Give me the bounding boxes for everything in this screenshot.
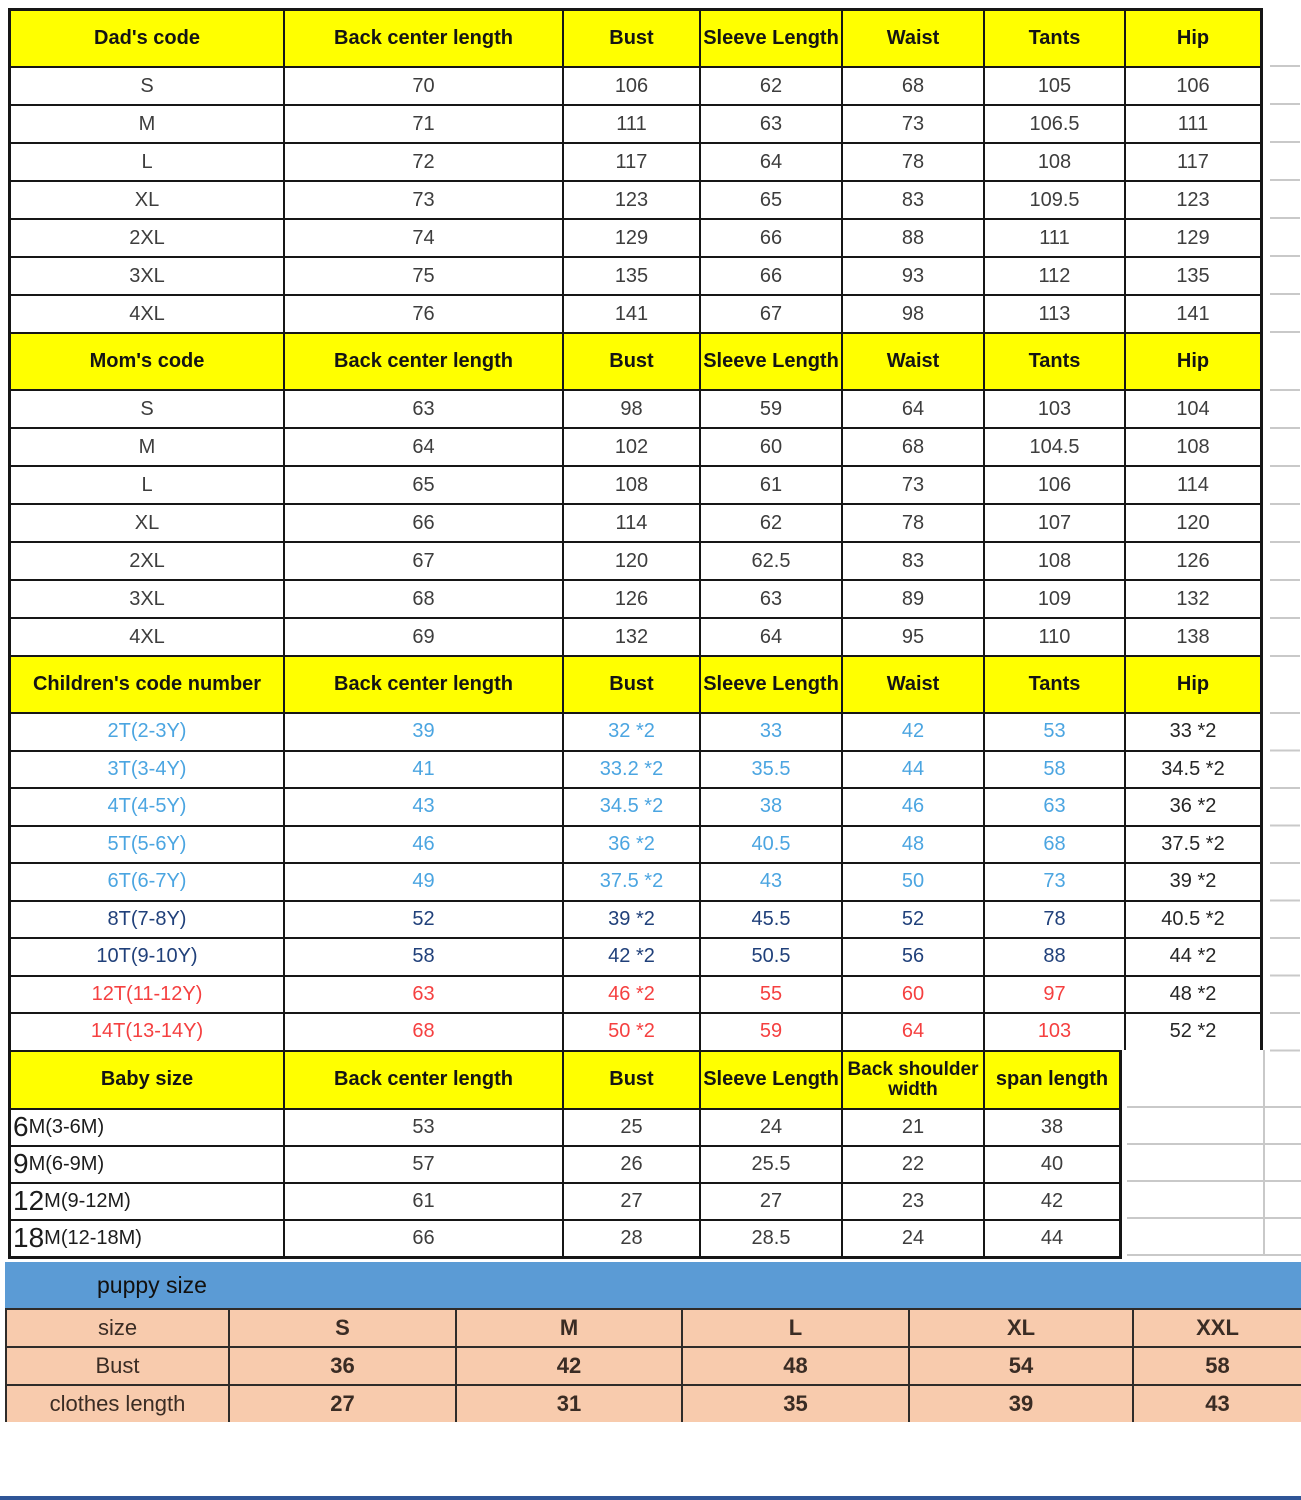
header-cell: Sleeve Length (699, 334, 841, 389)
header-cell: Hip (1124, 657, 1260, 712)
header-cell: Sleeve Length (699, 11, 841, 66)
table-cell: 120 (1124, 505, 1260, 541)
table-cell: 123 (562, 182, 699, 218)
table-cell: 52 (283, 902, 562, 938)
table-cell: 48 *2 (1124, 977, 1260, 1013)
table-cell: 31 (455, 1386, 681, 1422)
table-cell: 36 (228, 1348, 455, 1384)
table-row (11, 503, 1260, 541)
table-cell: 50.5 (699, 939, 841, 975)
puppy-size-table (5, 1308, 1301, 1422)
table-cell: 27 (562, 1184, 699, 1219)
table-cell: 34.5 *2 (1124, 752, 1260, 788)
table-cell: 3XL (129, 587, 165, 610)
row-label-cell (11, 1147, 283, 1182)
table-cell: 107 (983, 505, 1124, 541)
table-row (11, 218, 1260, 256)
table-cell: 36 *2 (562, 827, 699, 863)
table-cell: 26 (562, 1147, 699, 1182)
table-cell: 117 (1124, 144, 1260, 180)
header-cell: Mom's code (11, 334, 283, 389)
table-cell: 35 (681, 1386, 908, 1422)
table-cell: 114 (562, 505, 699, 541)
table-cell: 138 (1124, 619, 1260, 655)
table-cell: 104.5 (983, 429, 1124, 465)
table-cell: 46 *2 (562, 977, 699, 1013)
puppy-size-title: puppy size (97, 1271, 207, 1298)
table-cell: 108 (1124, 429, 1260, 465)
table-cell: 117 (562, 144, 699, 180)
table-cell: 95 (841, 619, 983, 655)
table-cell: 93 (841, 258, 983, 294)
header-cell: Tants (983, 11, 1124, 66)
table-cell: 73 (841, 467, 983, 503)
table-row (11, 1219, 1119, 1256)
mom-size-table (8, 332, 1263, 655)
header-cell: Back center length (283, 11, 562, 66)
table-cell: 71 (283, 106, 562, 142)
table-cell: XL (134, 188, 160, 211)
baby-size-label-text: M(6-9M) (28, 1152, 105, 1175)
table-cell: 40 (983, 1147, 1119, 1182)
table-cell: 44 (841, 752, 983, 788)
table-cell: 123 (1124, 182, 1260, 218)
table-row (11, 104, 1260, 142)
table-cell: 64 (699, 144, 841, 180)
table-cell: L (141, 150, 153, 173)
table-cell: L (681, 1310, 908, 1346)
table-cell: 64 (841, 391, 983, 427)
table-row (11, 1012, 1260, 1050)
table-cell: 33 *2 (1124, 714, 1260, 750)
baby-size-table (8, 1050, 1122, 1259)
table-cell: 135 (1124, 258, 1260, 294)
table-cell: 83 (841, 543, 983, 579)
table-cell: 98 (562, 391, 699, 427)
table-cell: 52 *2 (1124, 1014, 1260, 1050)
header-cell: Bust (562, 11, 699, 66)
table-cell: 28 (562, 1221, 699, 1256)
header-cell: Hip (1124, 11, 1260, 66)
table-cell: 50 *2 (562, 1014, 699, 1050)
table-cell: 2XL (129, 226, 165, 249)
table-row (11, 712, 1260, 750)
table-cell: 44 (983, 1221, 1119, 1256)
table-cell: 64 (283, 429, 562, 465)
table-cell: 78 (841, 144, 983, 180)
table-cell: 24 (841, 1221, 983, 1256)
table-cell: 102 (562, 429, 699, 465)
table-cell: 70 (283, 68, 562, 104)
size-tables-stack (8, 8, 1263, 1259)
baby-size-label-number: 6 (13, 1111, 29, 1143)
table-cell: 66 (283, 1221, 562, 1256)
table-cell: 75 (283, 258, 562, 294)
table-cell: 55 (699, 977, 841, 1013)
table-row (11, 142, 1260, 180)
table-cell: 105 (983, 68, 1124, 104)
header-cell: Children's code number (11, 657, 283, 712)
row-label-cell (11, 1221, 283, 1256)
header-cell: Bust (562, 657, 699, 712)
table-cell: 8T(7-8Y) (107, 907, 187, 930)
table-cell: 66 (699, 220, 841, 256)
table-cell: 4XL (129, 302, 165, 325)
baby-size-label-number: 18 (13, 1222, 45, 1254)
table-cell: 78 (983, 902, 1124, 938)
table-cell: 36 *2 (1124, 789, 1260, 825)
table-cell: 27 (699, 1184, 841, 1219)
table-cell: 66 (283, 505, 562, 541)
table-cell: 59 (699, 1014, 841, 1050)
table-cell: 83 (841, 182, 983, 218)
header-cell: Back center length (283, 1052, 562, 1108)
table-cell: 104 (1124, 391, 1260, 427)
table-cell: 42 (841, 714, 983, 750)
table-cell: 21 (841, 1110, 983, 1145)
table-cell: 126 (1124, 543, 1260, 579)
table-cell: 61 (699, 467, 841, 503)
table-row (11, 294, 1260, 332)
table-cell: M (455, 1310, 681, 1346)
table-cell: 111 (1124, 106, 1260, 142)
table-row (7, 1346, 1301, 1384)
table-cell: 4XL (129, 625, 165, 648)
table-row (11, 180, 1260, 218)
table-cell: 58 (283, 939, 562, 975)
table-cell: 141 (1124, 296, 1260, 332)
header-cell: span length (983, 1052, 1119, 1108)
table-cell: S (140, 397, 154, 420)
table-cell: 109 (983, 581, 1124, 617)
table-cell: 66 (699, 258, 841, 294)
table-row (11, 975, 1260, 1013)
row-label-cell (11, 1184, 283, 1219)
table-cell: 6T(6-7Y) (107, 870, 187, 893)
header-row (11, 334, 1260, 389)
table-cell: 64 (699, 619, 841, 655)
table-cell: 114 (1124, 467, 1260, 503)
table-cell: 37.5 *2 (562, 864, 699, 900)
table-cell: 60 (841, 977, 983, 1013)
table-cell: 63 (983, 789, 1124, 825)
header-cell: Sleeve Length (699, 1052, 841, 1108)
table-cell: 42 *2 (562, 939, 699, 975)
table-cell: 65 (699, 182, 841, 218)
empty-spreadsheet-cells (1127, 1106, 1301, 1258)
table-row (11, 862, 1260, 900)
table-cell: 73 (283, 182, 562, 218)
table-cell: 2T(2-3Y) (107, 720, 187, 743)
table-cell: 88 (983, 939, 1124, 975)
table-cell: 58 (983, 752, 1124, 788)
table-cell: 106 (1124, 68, 1260, 104)
table-cell: 69 (283, 619, 562, 655)
table-row (11, 66, 1260, 104)
header-cell: Hip (1124, 334, 1260, 389)
table-cell: 38 (699, 789, 841, 825)
table-cell: 37.5 *2 (1124, 827, 1260, 863)
table-cell: M (138, 112, 156, 135)
table-cell: 2XL (129, 549, 165, 572)
table-cell: XL (134, 511, 160, 534)
table-cell: 129 (1124, 220, 1260, 256)
header-cell: Waist (841, 334, 983, 389)
table-cell: 72 (283, 144, 562, 180)
header-cell: Baby size (11, 1052, 283, 1108)
table-cell: 41 (283, 752, 562, 788)
table-cell: 50 (841, 864, 983, 900)
table-cell: 113 (983, 296, 1124, 332)
table-cell: 67 (283, 543, 562, 579)
table-cell: 108 (562, 467, 699, 503)
table-cell: 103 (983, 391, 1124, 427)
table-cell: 60 (699, 429, 841, 465)
table-cell: 61 (283, 1184, 562, 1219)
table-cell: S (228, 1310, 455, 1346)
table-cell: 98 (841, 296, 983, 332)
table-cell: 35.5 (699, 752, 841, 788)
table-cell: 62 (699, 68, 841, 104)
table-cell: 48 (841, 827, 983, 863)
table-cell: 40.5 *2 (1124, 902, 1260, 938)
table-row (7, 1310, 1301, 1346)
table-cell: 54 (908, 1348, 1132, 1384)
table-cell: S (140, 74, 154, 97)
spreadsheet-gridline-stubs (1270, 389, 1300, 658)
baby-size-label-text: M(9-12M) (44, 1189, 131, 1212)
row-label-cell (11, 1110, 283, 1145)
table-cell: 23 (841, 1184, 983, 1219)
baby-size-label-text: M(3-6M) (28, 1115, 105, 1138)
header-cell: Dad's code (11, 11, 283, 66)
table-cell: 33.2 *2 (562, 752, 699, 788)
table-cell: 10T(9-10Y) (96, 945, 198, 968)
table-cell: 22 (841, 1147, 983, 1182)
header-row (11, 11, 1260, 66)
table-cell: 63 (283, 977, 562, 1013)
table-cell: 129 (562, 220, 699, 256)
table-cell: 78 (841, 505, 983, 541)
table-cell: 111 (562, 106, 699, 142)
dad-size-table (8, 8, 1263, 332)
table-cell: 135 (562, 258, 699, 294)
table-cell: 108 (983, 144, 1124, 180)
table-cell: 46 (841, 789, 983, 825)
table-cell: 103 (983, 1014, 1124, 1050)
table-row (11, 1182, 1119, 1219)
table-cell: 48 (681, 1348, 908, 1384)
table-cell: 109.5 (983, 182, 1124, 218)
table-cell: 39 (908, 1386, 1132, 1422)
table-cell: Bust (7, 1348, 228, 1384)
table-cell: 32 *2 (562, 714, 699, 750)
table-cell: 88 (841, 220, 983, 256)
table-cell: 65 (283, 467, 562, 503)
table-cell: M (138, 435, 156, 458)
table-cell: 68 (841, 68, 983, 104)
table-cell: 76 (283, 296, 562, 332)
table-cell: L (141, 473, 153, 496)
spreadsheet-gridline (1263, 1050, 1265, 1256)
table-cell: 64 (841, 1014, 983, 1050)
table-row (7, 1384, 1301, 1422)
table-row (11, 1108, 1119, 1145)
table-cell: 62 (699, 505, 841, 541)
table-cell: 53 (983, 714, 1124, 750)
table-cell: 62.5 (699, 543, 841, 579)
header-cell: Bust (562, 334, 699, 389)
table-cell: 14T(13-14Y) (90, 1020, 204, 1043)
table-cell: 5T(5-6Y) (107, 832, 187, 855)
table-cell: 40.5 (699, 827, 841, 863)
table-cell: 27 (228, 1386, 455, 1422)
header-cell: Tants (983, 657, 1124, 712)
spreadsheet-gridline-stubs (1270, 712, 1300, 1053)
table-row (11, 579, 1260, 617)
table-cell: 63 (699, 106, 841, 142)
table-cell: 44 *2 (1124, 939, 1260, 975)
table-cell: 42 (983, 1184, 1119, 1219)
table-cell: 28.5 (699, 1221, 841, 1256)
table-cell: 132 (1124, 581, 1260, 617)
table-cell: 25 (562, 1110, 699, 1145)
table-cell: 73 (841, 106, 983, 142)
header-cell: Back center length (283, 334, 562, 389)
table-cell: 4T(4-5Y) (107, 795, 187, 818)
table-cell: 43 (283, 789, 562, 825)
table-row (11, 465, 1260, 503)
table-cell: 39 *2 (1124, 864, 1260, 900)
header-cell: Back center length (283, 657, 562, 712)
table-cell: 132 (562, 619, 699, 655)
table-cell: 46 (283, 827, 562, 863)
table-cell: 106 (983, 467, 1124, 503)
table-cell: 42 (455, 1348, 681, 1384)
table-cell: 59 (699, 391, 841, 427)
table-cell: 73 (983, 864, 1124, 900)
header-row (11, 1052, 1119, 1108)
table-cell: 3XL (129, 264, 165, 287)
table-cell: 56 (841, 939, 983, 975)
puppy-size-title-bar (5, 1262, 1301, 1308)
table-cell: 34.5 *2 (562, 789, 699, 825)
table-cell: 39 *2 (562, 902, 699, 938)
table-cell: clothes length (7, 1386, 228, 1422)
header-cell: Waist (841, 11, 983, 66)
table-row (11, 1145, 1119, 1182)
baby-size-label-text: M(12-18M) (44, 1226, 142, 1249)
table-cell: 108 (983, 543, 1124, 579)
baby-size-label-number: 9 (13, 1148, 29, 1180)
table-cell: 25.5 (699, 1147, 841, 1182)
baby-size-label-number: 12 (13, 1185, 45, 1217)
table-cell: 112 (983, 258, 1124, 294)
spreadsheet-gridline-stubs (1270, 65, 1300, 334)
table-cell: 74 (283, 220, 562, 256)
table-cell: 97 (983, 977, 1124, 1013)
table-cell: XL (908, 1310, 1132, 1346)
table-cell: 57 (283, 1147, 562, 1182)
table-row (11, 256, 1260, 294)
header-row (11, 657, 1260, 712)
header-cell: Sleeve Length (699, 657, 841, 712)
table-row (11, 937, 1260, 975)
table-cell: 68 (283, 1014, 562, 1050)
header-cell: Back shoulder width (841, 1052, 983, 1108)
table-cell: 53 (283, 1110, 562, 1145)
table-cell: 126 (562, 581, 699, 617)
table-cell: 89 (841, 581, 983, 617)
header-cell: Waist (841, 657, 983, 712)
table-cell: 49 (283, 864, 562, 900)
table-cell: 110 (983, 619, 1124, 655)
table-cell: 43 (1132, 1386, 1301, 1422)
table-cell: 141 (562, 296, 699, 332)
table-cell: 120 (562, 543, 699, 579)
table-row (11, 389, 1260, 427)
table-cell: 39 (283, 714, 562, 750)
table-cell: 68 (283, 581, 562, 617)
table-row (11, 900, 1260, 938)
children-size-table (8, 655, 1263, 1050)
table-cell: 106.5 (983, 106, 1124, 142)
table-cell: 58 (1132, 1348, 1301, 1384)
table-row (11, 787, 1260, 825)
header-cell: Bust (562, 1052, 699, 1108)
table-cell: 63 (283, 391, 562, 427)
table-cell: size (7, 1310, 228, 1346)
table-cell: 12T(11-12Y) (91, 982, 203, 1005)
table-cell: 106 (562, 68, 699, 104)
table-cell: 45.5 (699, 902, 841, 938)
table-cell: 52 (841, 902, 983, 938)
table-cell: 67 (699, 296, 841, 332)
table-cell: 43 (699, 864, 841, 900)
table-cell: 3T(3-4Y) (107, 757, 187, 780)
table-row (11, 825, 1260, 863)
table-cell: 63 (699, 581, 841, 617)
table-row (11, 541, 1260, 579)
table-cell: 24 (699, 1110, 841, 1145)
table-row (11, 617, 1260, 655)
table-cell: 33 (699, 714, 841, 750)
puppy-size-section (5, 1262, 1301, 1422)
table-cell: 68 (983, 827, 1124, 863)
table-cell: XXL (1132, 1310, 1301, 1346)
table-row (11, 427, 1260, 465)
header-cell: Tants (983, 334, 1124, 389)
table-cell: 38 (983, 1110, 1119, 1145)
bottom-edge-line (0, 1496, 1301, 1500)
table-cell: 111 (983, 220, 1124, 256)
table-row (11, 750, 1260, 788)
table-cell: 68 (841, 429, 983, 465)
